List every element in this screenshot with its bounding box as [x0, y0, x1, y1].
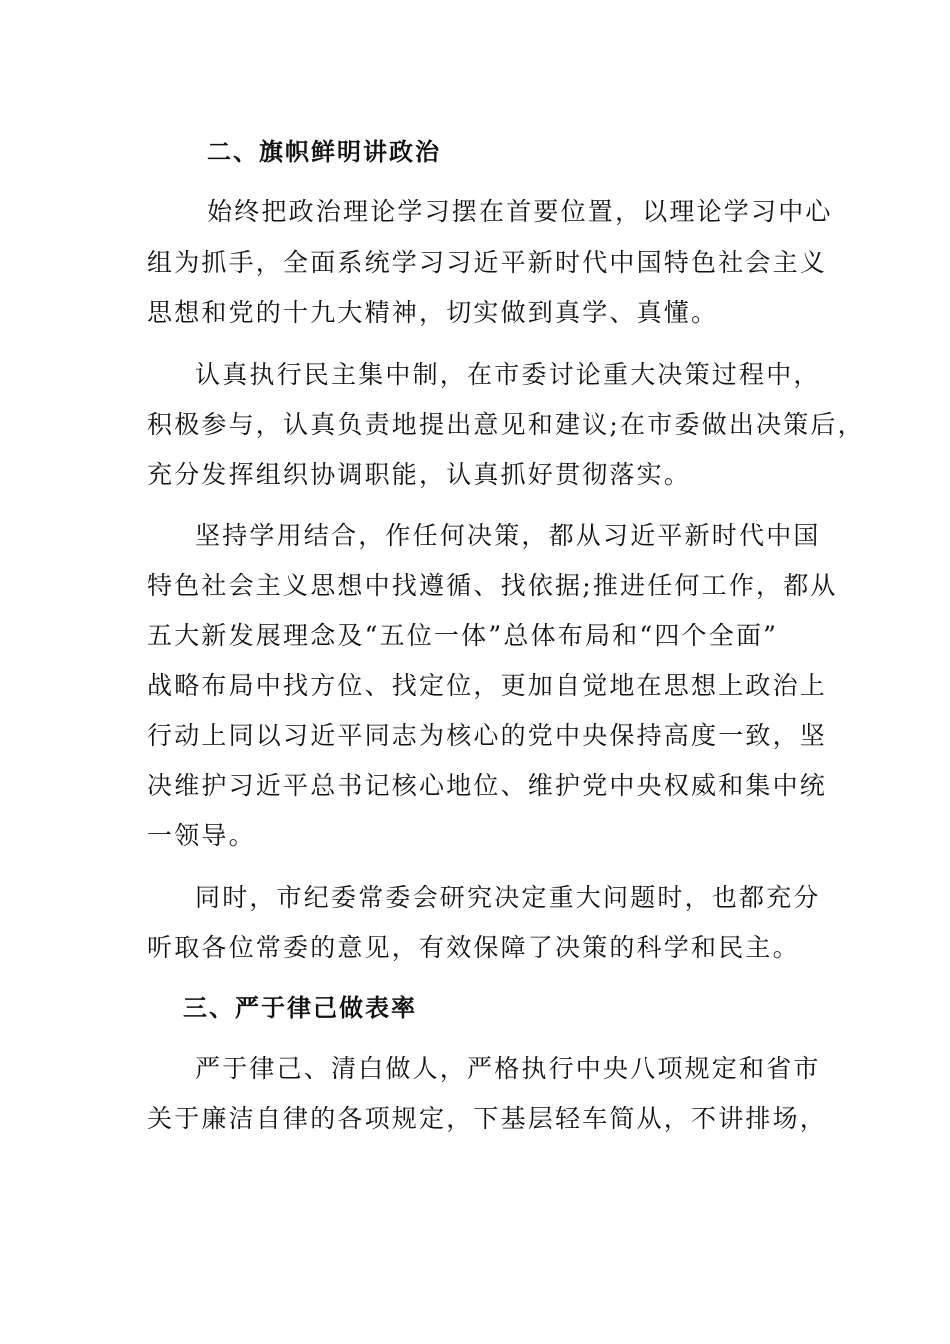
paragraph-line: 一领导。 [147, 821, 256, 850]
paragraph-line: 战略布局中找方位、找定位，更加自觉地在思想上政治上 [147, 671, 828, 700]
paragraph-line: 始终把政治理论学习摆在首要位置，以理论学习中心 [207, 197, 833, 226]
paragraph-line: 同时，市纪委常委会研究决定重大问题时，也都充分 [195, 883, 821, 912]
paragraph-line: 严于律己、清白做人，严格执行中央八项规定和省市 [195, 1054, 821, 1083]
paragraph-line: 组为抓手，全面系统学习习近平新时代中国特色社会主义 [147, 248, 828, 277]
paragraph-line: 关于廉洁自律的各项规定，下基层轻车简从，不讲排场， [147, 1104, 828, 1133]
paragraph-line: 听取各位常委的意见，有效保障了决策的科学和民主。 [147, 933, 800, 962]
section-heading-3: 三、严于律己做表率 [183, 994, 417, 1022]
paragraph-line: 坚持学用结合，作任何决策，都从习近平新时代中国 [195, 521, 821, 550]
section-heading-2: 二、旗帜鲜明讲政治 [207, 138, 441, 166]
paragraph-line: 决维护习近平总书记核心地位、维护党中央权威和集中统 [147, 771, 828, 800]
paragraph-line: 特色社会主义思想中找遵循、找依据;推进任何工作，都从 [147, 571, 838, 600]
paragraph-line: 思想和党的十九大精神，切实做到真学、真懂。 [147, 298, 719, 327]
paragraph-line: 充分发挥组织协调职能，认真抓好贯彻落实。 [147, 460, 692, 489]
paragraph-line: 五大新发展理念及“五位一体”总体布局和“四个全面” [147, 621, 779, 650]
paragraph-line: 认真执行民主集中制，在市委讨论重大决策过程中， [195, 360, 821, 389]
paragraph-line: 行动上同以习近平同志为核心的党中央保持高度一致，坚 [147, 721, 828, 750]
paragraph-line: 积极参与，认真负责地提出意见和建议;在市委做出决策后， [147, 410, 865, 439]
